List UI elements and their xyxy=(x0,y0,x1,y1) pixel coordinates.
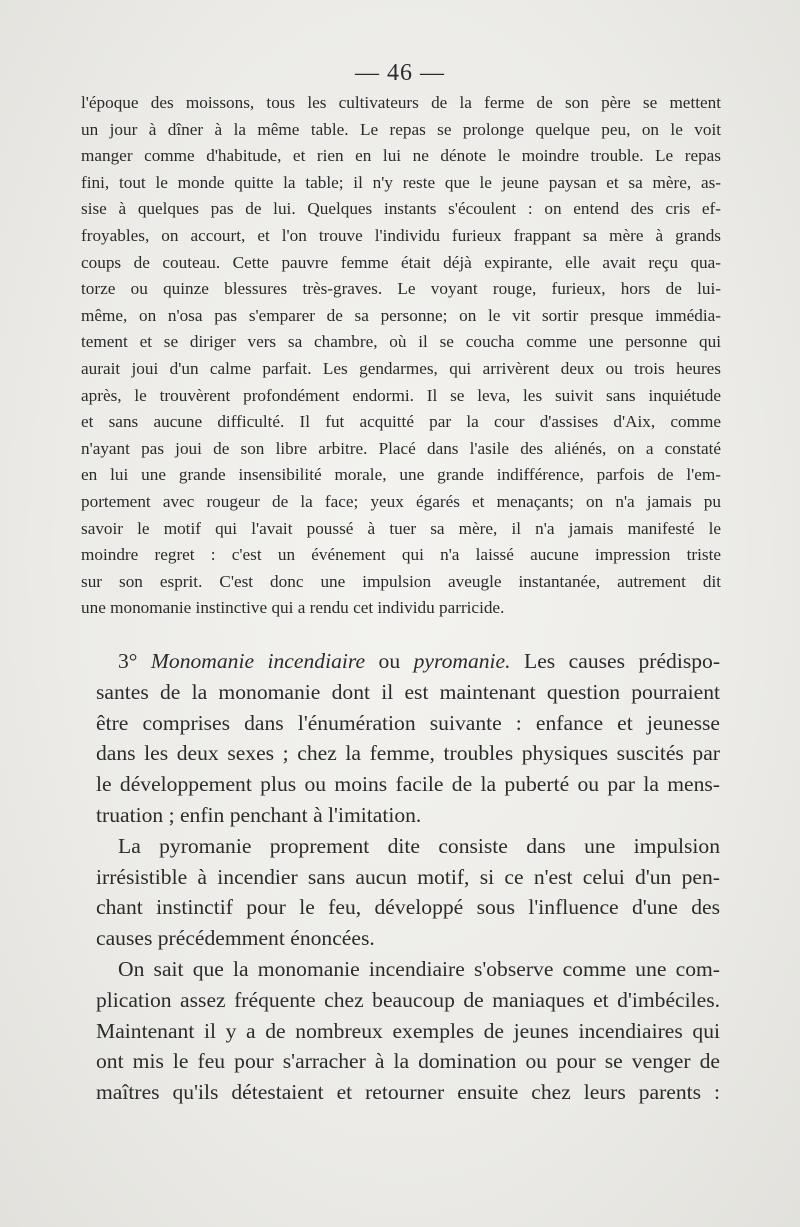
text-line: une monomanie instinctive qui a rendu cet individu parricide. xyxy=(81,598,505,618)
text-line: Maintenant il y a de nombreux exemples de jeunes incendiaires qui xyxy=(96,1018,720,1043)
section-monomanie-incendiaire xyxy=(96,646,720,1108)
text-fragment: Les causes prédispo- xyxy=(524,649,721,673)
text-line: fini, tout le monde quitte la table; il n'y reste que le jeune paysan et sa mère, as- xyxy=(81,172,721,192)
text-line: même, on n'osa pas s'emparer de sa personne; on le vit sortir presque immédia- xyxy=(81,305,721,325)
text-line: torze ou quinze blessures très-graves. Le voyant rouge, furieux, hors de lui- xyxy=(81,279,721,299)
text-line: manger comme d'habitude, et rien en lui ne dénote le moindre trouble. Le repas xyxy=(81,146,721,166)
text-line: n'ayant pas joui de son libre arbitre. Placé dans l'asile des aliénés, on a constaté xyxy=(81,438,721,458)
text-line: l'époque des moissons, tous les cultivateurs de la ferme de son père se mettent xyxy=(81,93,721,112)
text-line: causes précédemment énoncées. xyxy=(96,926,375,951)
text-line: chant instinctif pour le feu, développé sous l'influence d'une des xyxy=(96,895,720,920)
case-paragraph xyxy=(81,90,721,622)
text-line: froyables, on accourt, et l'on trouve l'individu furieux frappant sa mère à grands xyxy=(81,225,721,245)
text-line: le développement plus ou moins facile de la puberté ou par la mens- xyxy=(96,772,720,797)
text-line: La pyromanie proprement dite consiste dans une impulsion xyxy=(118,833,720,858)
text-line: et sans aucune difficulté. Il fut acquitté par la cour d'assises d'Aix, comme xyxy=(81,412,721,432)
text-line: savoir le motif qui l'avait poussé à tuer sa mère, il n'a jamais manifesté le xyxy=(81,518,721,538)
section-title-alt: pyromanie. xyxy=(413,649,511,673)
text-line: truation ; enfin penchant à l'imitation. xyxy=(96,802,422,827)
text-line: coups de couteau. Cette pauvre femme était déjà expirante, elle avait reçu qua- xyxy=(81,252,721,272)
text-line: moindre regret : c'est un événement qui n'a laissé aucune impression triste xyxy=(81,545,721,565)
text-line: irrésistible à incendier sans aucun motif, si ce n'est celui d'un pen- xyxy=(96,864,720,889)
text-line: tement et se diriger vers sa chambre, où il se coucha comme une personne qui xyxy=(81,332,721,352)
text-line: dans les deux sexes ; chez la femme, troubles physiques suscités par xyxy=(96,741,720,766)
section-title: Monomanie incendiaire xyxy=(150,649,366,673)
text-line: aurait joui d'un calme parfait. Les gendarmes, qui arrivèrent deux ou trois heures xyxy=(81,358,721,378)
text-line: santes de la monomanie dont il est maintenant question pourraient xyxy=(96,679,720,704)
text-line: être comprises dans l'énumération suivante : enfance et jeunesse xyxy=(96,710,720,735)
text-line: maîtres qu'ils détestaient et retourner ensuite chez leurs parents : xyxy=(96,1080,720,1105)
section-heading-line xyxy=(96,646,720,677)
text-line: un jour à dîner à la même table. Le repas se prolonge quelque peu, on le voit xyxy=(81,119,721,139)
text-line: plication assez fréquente chez beaucoup de maniaques et d'imbéciles. xyxy=(96,987,720,1012)
text-line: en lui une grande insensibilité morale, une grande indifférence, parfois de l'em- xyxy=(81,465,721,485)
text-line: sise à quelques pas de lui. Quelques instants s'écoulent : on entend des cris ef- xyxy=(81,199,721,219)
section-title-connector: ou xyxy=(378,649,401,673)
page-number: — 46 — xyxy=(355,60,445,86)
text-line: On sait que la monomanie incendiaire s'observe comme une com- xyxy=(118,956,720,981)
text-line: ont mis le feu pour s'arracher à la domination ou pour se venger de xyxy=(96,1049,720,1074)
text-line: sur son esprit. C'est donc une impulsion aveugle instantanée, autrement dit xyxy=(81,571,721,591)
text-line: après, le trouvèrent profondément endormi. Il se leva, les suivit sans inquiétude xyxy=(81,385,721,405)
text-line: portement avec rougeur de la face; yeux égarés et menaçants; on n'a jamais pu xyxy=(81,491,721,511)
section-number: 3° xyxy=(118,649,138,673)
